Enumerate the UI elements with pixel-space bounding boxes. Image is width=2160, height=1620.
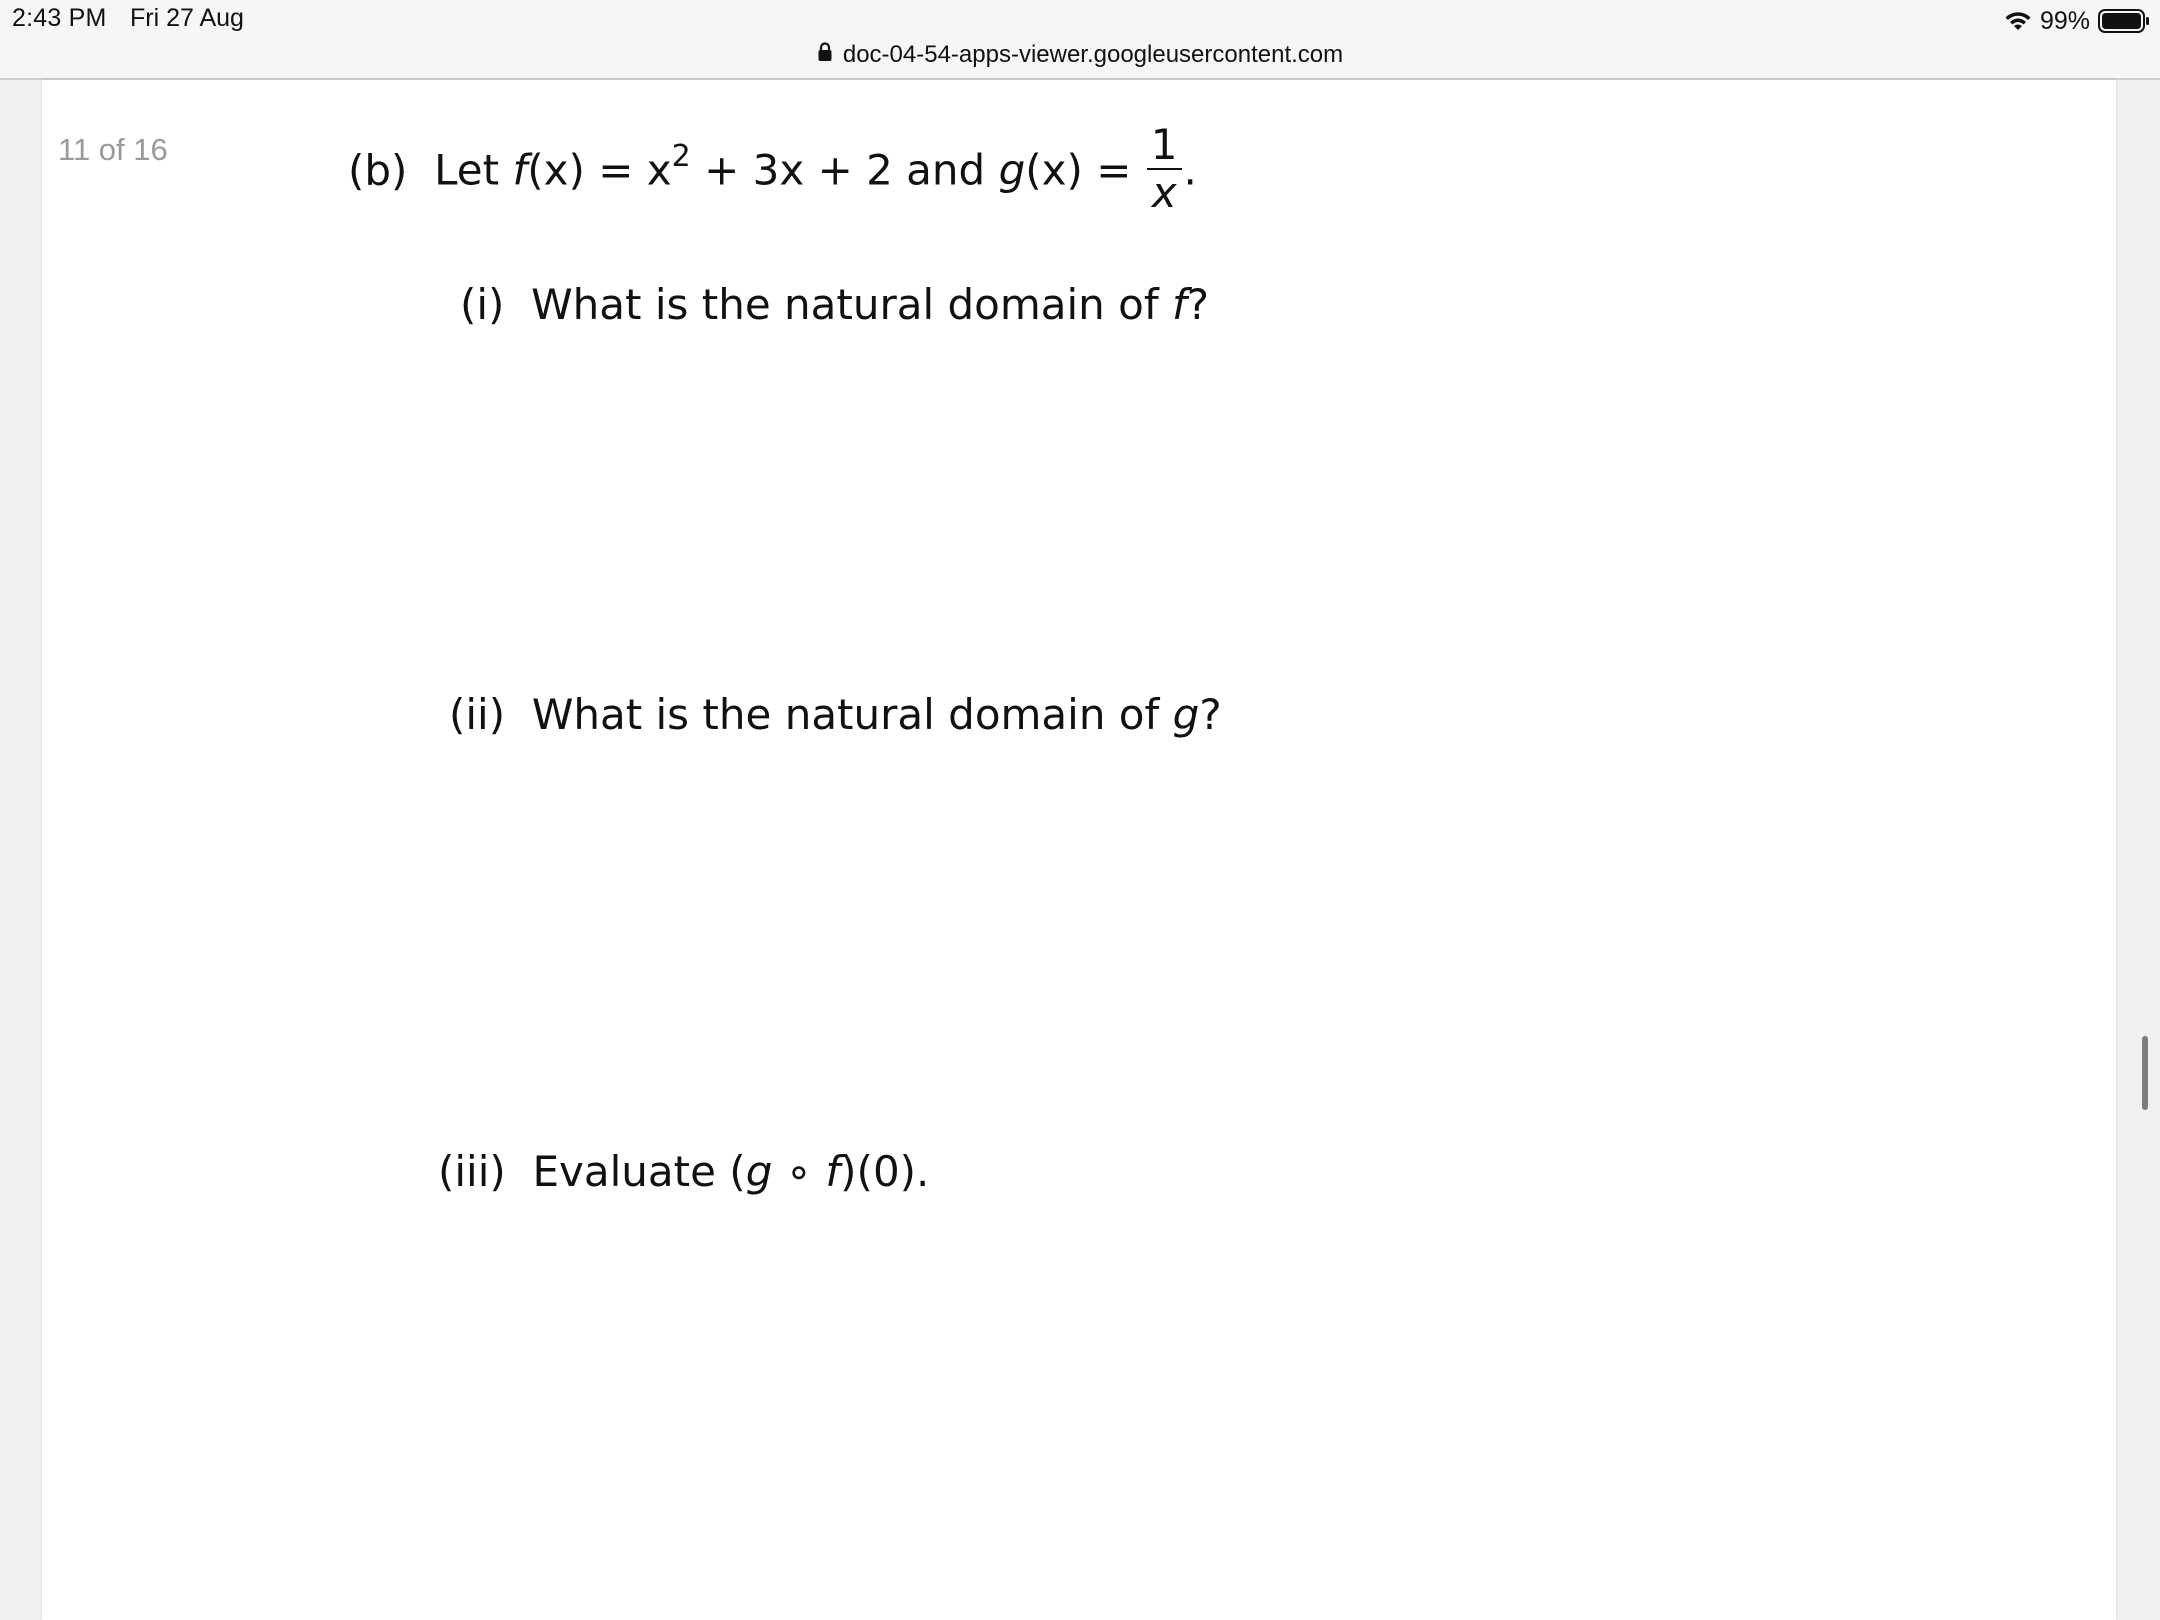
url-text[interactable]: doc-04-54-apps-viewer.googleusercontent.com bbox=[842, 41, 1344, 68]
g-arg: (x) = bbox=[1025, 145, 1132, 195]
status-time: 2:43 PM bbox=[12, 4, 107, 32]
question-ii bbox=[449, 690, 1222, 739]
q3-g: g bbox=[745, 1147, 773, 1196]
q3-text: Evaluate ( bbox=[532, 1147, 746, 1196]
status-date: Fri 27 Aug bbox=[130, 4, 244, 32]
top-bar bbox=[0, 0, 2160, 80]
q3-f: f bbox=[825, 1147, 841, 1196]
compose-operator: ∘ bbox=[785, 1147, 813, 1196]
lock-icon bbox=[817, 41, 833, 69]
part-b-statement bbox=[348, 120, 1197, 220]
part-b-let: Let bbox=[434, 145, 500, 195]
q1-end: ? bbox=[1186, 280, 1210, 329]
f-rest: + 3x + 2 and bbox=[704, 145, 986, 195]
battery-percent: 99% bbox=[2039, 6, 2090, 35]
g-name: g bbox=[998, 145, 1026, 195]
f-exponent: 2 bbox=[671, 138, 691, 174]
question-iii bbox=[438, 1147, 929, 1196]
q2-end: ? bbox=[1199, 690, 1222, 739]
part-b-label: (b) bbox=[348, 145, 408, 195]
page-counter: 11 of 16 bbox=[58, 132, 168, 167]
wifi-icon bbox=[2004, 10, 2032, 32]
q1-text: What is the natural domain of bbox=[531, 280, 1159, 329]
q3-end: )(0). bbox=[840, 1147, 930, 1196]
q2-var: g bbox=[1172, 690, 1200, 739]
g-denominator: x bbox=[1151, 168, 1177, 218]
f-arg: (x) = x bbox=[527, 145, 672, 195]
address-bar[interactable] bbox=[0, 38, 2160, 72]
q2-label: (ii) bbox=[449, 690, 506, 739]
g-numerator: 1 bbox=[1147, 122, 1182, 170]
status-right bbox=[2004, 4, 2150, 38]
battery-icon bbox=[2098, 9, 2150, 33]
vertical-scrollbar[interactable] bbox=[2142, 1036, 2148, 1110]
question-i bbox=[460, 280, 1209, 329]
q3-label: (iii) bbox=[438, 1147, 506, 1196]
part-b-period: . bbox=[1183, 145, 1197, 195]
q1-label: (i) bbox=[460, 280, 505, 329]
q2-text: What is the natural domain of bbox=[531, 690, 1160, 739]
q1-var: f bbox=[1172, 280, 1187, 329]
f-name: f bbox=[512, 145, 528, 195]
g-fraction bbox=[1147, 122, 1182, 216]
